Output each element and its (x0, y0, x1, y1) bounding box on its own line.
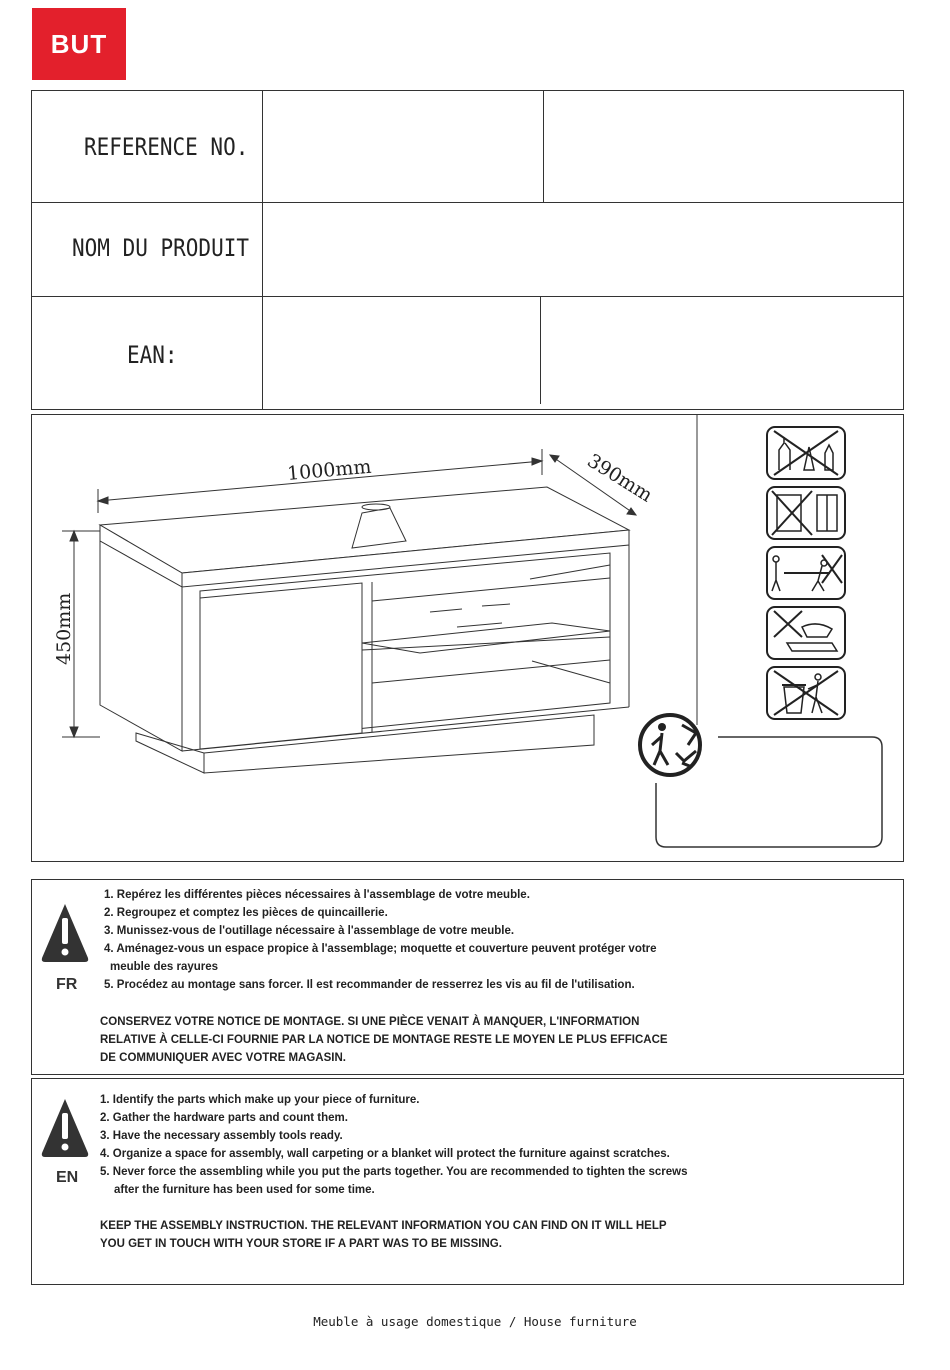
no-moisture-icon (767, 487, 845, 539)
no-chemicals-icon (767, 427, 845, 479)
depth-dimension: 390mm (583, 449, 657, 507)
notice-fr-line-1: CONSERVEZ VOTRE NOTICE DE MONTAGE. SI UNE PIÈCE VENAIT À MANQUER, L'INFORMATION (100, 1016, 640, 1028)
en-step-1: 1. Identify the parts which make up your piece of furniture. (100, 1094, 420, 1106)
no-trash-bin-icon (767, 667, 845, 719)
notice-fr-line-3: DE COMMUNIQUER AVEC VOTRE MAGASIN. (100, 1052, 346, 1064)
en-step-5-continued: after the furniture has been used for some time. (114, 1184, 375, 1196)
reference-number-value (263, 91, 543, 202)
en-step-5: 5. Never force the assembling while you put the parts together. You are recommended to tighten the screws (100, 1166, 688, 1178)
two-person-assembly-icon (767, 547, 845, 599)
width-dimension: 1000mm (286, 455, 373, 486)
ean-label: EAN: (127, 341, 178, 369)
reference-extra-value (544, 91, 903, 202)
recycling-info-frame (656, 737, 882, 847)
fr-step-3: 3. Munissez-vous de l'outillage nécessaire à l'assemblage de votre meuble. (104, 925, 515, 937)
warning-icon (40, 902, 90, 964)
language-code-en: EN (56, 1169, 79, 1186)
warning-icon (40, 1097, 90, 1159)
brand-logo (32, 8, 126, 80)
brand-logo-text: BUT (50, 28, 108, 59)
notice-fr-line-2: RELATIVE À CELLE-CI FOURNIE PAR LA NOTICE DE MONTAGE RESTE LE MOYEN LE PLUS EFFICACE (100, 1034, 668, 1046)
language-code-fr: FR (56, 976, 78, 993)
instructions-fr-steps (104, 886, 657, 994)
notice-fr (100, 1013, 668, 1067)
triman-recycle-icon (640, 715, 700, 775)
footer-text: Meuble à usage domestique / House furniture (313, 1314, 637, 1329)
height-dimension: 450mm (53, 592, 75, 665)
care-icons (767, 427, 845, 719)
no-abrasive-cleaning-icon (767, 607, 845, 659)
notice-en-line-1: KEEP THE ASSEMBLY INSTRUCTION. THE RELEVANT INFORMATION YOU CAN FIND ON IT WILL HELP (100, 1220, 667, 1232)
product-name-value (263, 203, 903, 296)
ean-value (263, 297, 540, 407)
fr-step-4: 4. Aménagez-vous un espace propice à l'assemblage; moquette et couverture peuvent protéger votre (104, 943, 657, 955)
furniture-drawing (32, 415, 903, 861)
notice-en (100, 1217, 667, 1253)
product-drawing-panel (31, 414, 904, 862)
fr-step-5: 5. Procédez au montage sans forcer. Il est recommander de resserrez les vis au fil de l'utilisation. (104, 979, 635, 991)
reference-table (31, 90, 904, 410)
en-step-4: 4. Organize a space for assembly, wall carpeting or a blanket will protect the furniture against scratches. (100, 1148, 670, 1160)
reference-number-label: REFERENCE NO. (84, 133, 249, 161)
ean-barcode-area (541, 297, 903, 407)
fr-step-2: 2. Regroupez et comptez les pièces de quincaillerie. (104, 907, 388, 919)
fr-step-1: 1. Repérez les différentes pièces nécessaires à l'assemblage de votre meuble. (104, 889, 530, 901)
en-step-2: 2. Gather the hardware parts and count them. (100, 1112, 348, 1124)
en-step-3: 3. Have the necessary assembly tools ready. (100, 1130, 343, 1142)
instructions-en-steps (100, 1091, 688, 1199)
fr-step-4-continued: meuble des rayures (110, 961, 219, 973)
product-name-label: NOM DU PRODUIT (72, 234, 250, 262)
notice-en-line-2: YOU GET IN TOUCH WITH YOUR STORE IF A PART WAS TO BE MISSING. (100, 1238, 502, 1250)
